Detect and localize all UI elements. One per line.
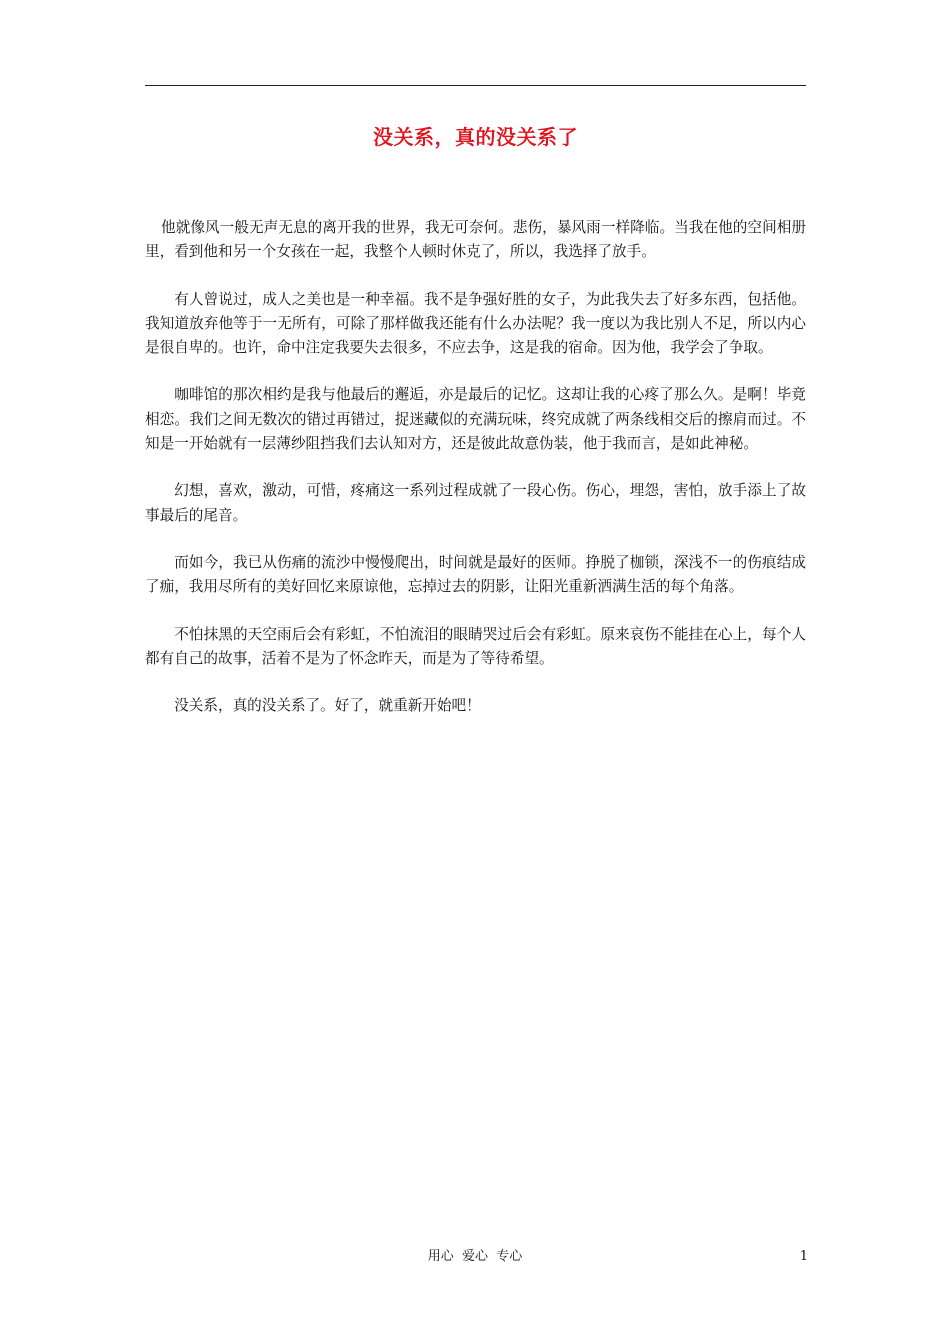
paragraph: 幻想，喜欢，激动，可惜，疼痛这一系列过程成就了一段心伤。伤心，埋怨，害怕，放手添上了故事最后的尾音。 — [145, 482, 806, 524]
paragraph: 他就像风一般无声无息的离开我的世界，我无可奈何。悲伤，暴风雨一样降临。当我在他的空间相册里，看到他和另一个女孩在一起，我整个人顿时休克了，所以，我选择了放手。 — [145, 219, 806, 261]
document-body — [145, 216, 806, 741]
header-rule — [145, 85, 806, 86]
paragraph: 不怕抹黑的天空雨后会有彩虹，不怕流泪的眼睛哭过后会有彩虹。原来哀伤不能挂在心上，每个人都有自己的故事，活着不是为了怀念昨天，而是为了等待希望。 — [145, 625, 806, 667]
paragraph: 没关系，真的没关系了。好了，就重新开始吧！ — [174, 697, 481, 715]
paragraph: 有人曾说过，成人之美也是一种幸福。我不是争强好胜的女子，为此我失去了好多东西，包括他。我知道放弃他等于一无所有，可除了那样做我还能有什么办法呢？我一度以为我比别人不足，所以内心是很自卑的。也许，命中注定我要失去很多，不应去争，这是我的宿命。因为他，我学会了争取。 — [145, 290, 806, 357]
page-number: 1 — [799, 1249, 808, 1264]
paragraph: 咖啡馆的那次相约是我与他最后的邂逅，亦是最后的记忆。这却让我的心疼了那么久。是啊！毕竟相恋。我们之间无数次的错过再错过，捉迷藏似的充满玩味，终究成就了两条线相交后的擦肩而过。不知是一开始就有一层薄纱阻挡我们去认知对方，还是彼此故意伪装，他于我而言，是如此神秘。 — [145, 386, 806, 453]
footer-slogan: 用心 爱心 专心 — [427, 1249, 523, 1264]
document-title: 没关系，真的没关系了 — [373, 125, 578, 149]
paragraph: 而如今，我已从伤痛的流沙中慢慢爬出，时间就是最好的医师。挣脱了枷锁，深浅不一的伤痕结成了痂，我用尽所有的美好回忆来原谅他，忘掉过去的阴影，让阳光重新洒满生活的每个角落。 — [145, 553, 806, 596]
